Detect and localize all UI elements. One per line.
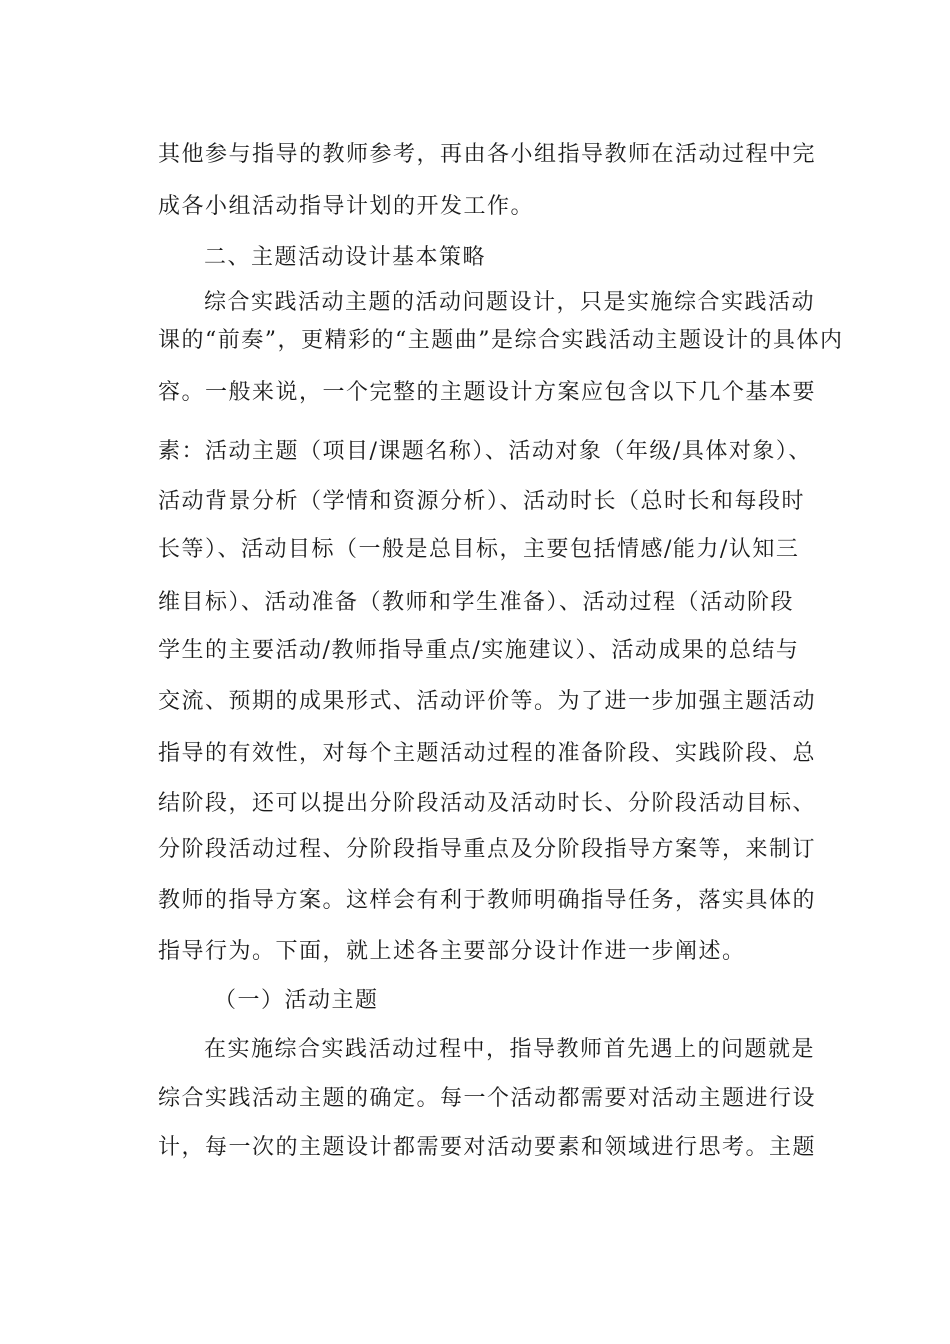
text-line: 活动背景分析（学情和资源分析）、活动时长（总时长和每段时 (158, 489, 806, 514)
text-line: 素：活动主题（项目/课题名称）、活动对象（年级/具体对象）、 (158, 439, 812, 464)
text-line: 结阶段，还可以提出分阶段活动及活动时长、分阶段活动目标、 (158, 791, 817, 816)
text-line: 长等）、活动目标（一般是总目标，主要包括情感/能力/认知三 (158, 537, 800, 562)
text-line: 在实施综合实践活动过程中，指导教师首先遇上的问题就是 (204, 1037, 816, 1062)
text-line: 计，每一次的主题设计都需要对活动要素和领域进行思考。主题 (158, 1135, 817, 1160)
text-line: 维目标）、活动准备（教师和学生准备）、活动过程（活动阶段 (158, 590, 795, 615)
text-line: 综合实践活动主题的确定。每一个活动都需要对活动主题进行设 (158, 1086, 817, 1111)
section-heading: 二、主题活动设计基本策略 (204, 245, 487, 270)
subsection-heading: （一）活动主题 (214, 988, 379, 1013)
text-line: 学生的主要活动/教师指导重点/实施建议）、活动成果的总结与 (158, 638, 800, 663)
text-line: 成各小组活动指导计划的开发工作。 (158, 194, 535, 219)
text-line: 教师的指导方案。这样会有利于教师明确指导任务，落实具体的 (158, 888, 817, 913)
text-line: 容。一般来说，一个完整的主题设计方案应包含以下几个基本要 (158, 380, 817, 405)
text-line: 交流、预期的成果形式、活动评价等。为了进一步加强主题活动 (158, 689, 817, 714)
text-line: 综合实践活动主题的活动问题设计，只是实施综合实践活动 (204, 290, 816, 315)
text-line: 指导行为。下面，就上述各主要部分设计作进一步阐述。 (158, 939, 746, 964)
text-line: 分阶段活动过程、分阶段指导重点及分阶段指导方案等，来制订 (158, 837, 817, 862)
text-line: 指导的有效性，对每个主题活动过程的准备阶段、实践阶段、总 (158, 741, 817, 766)
text-line: 课的“前奏”，更精彩的“主题曲”是综合实践活动主题设计的具体内 (158, 328, 844, 353)
text-line: 其他参与指导的教师参考，再由各小组指导教师在活动过程中完 (158, 142, 817, 167)
